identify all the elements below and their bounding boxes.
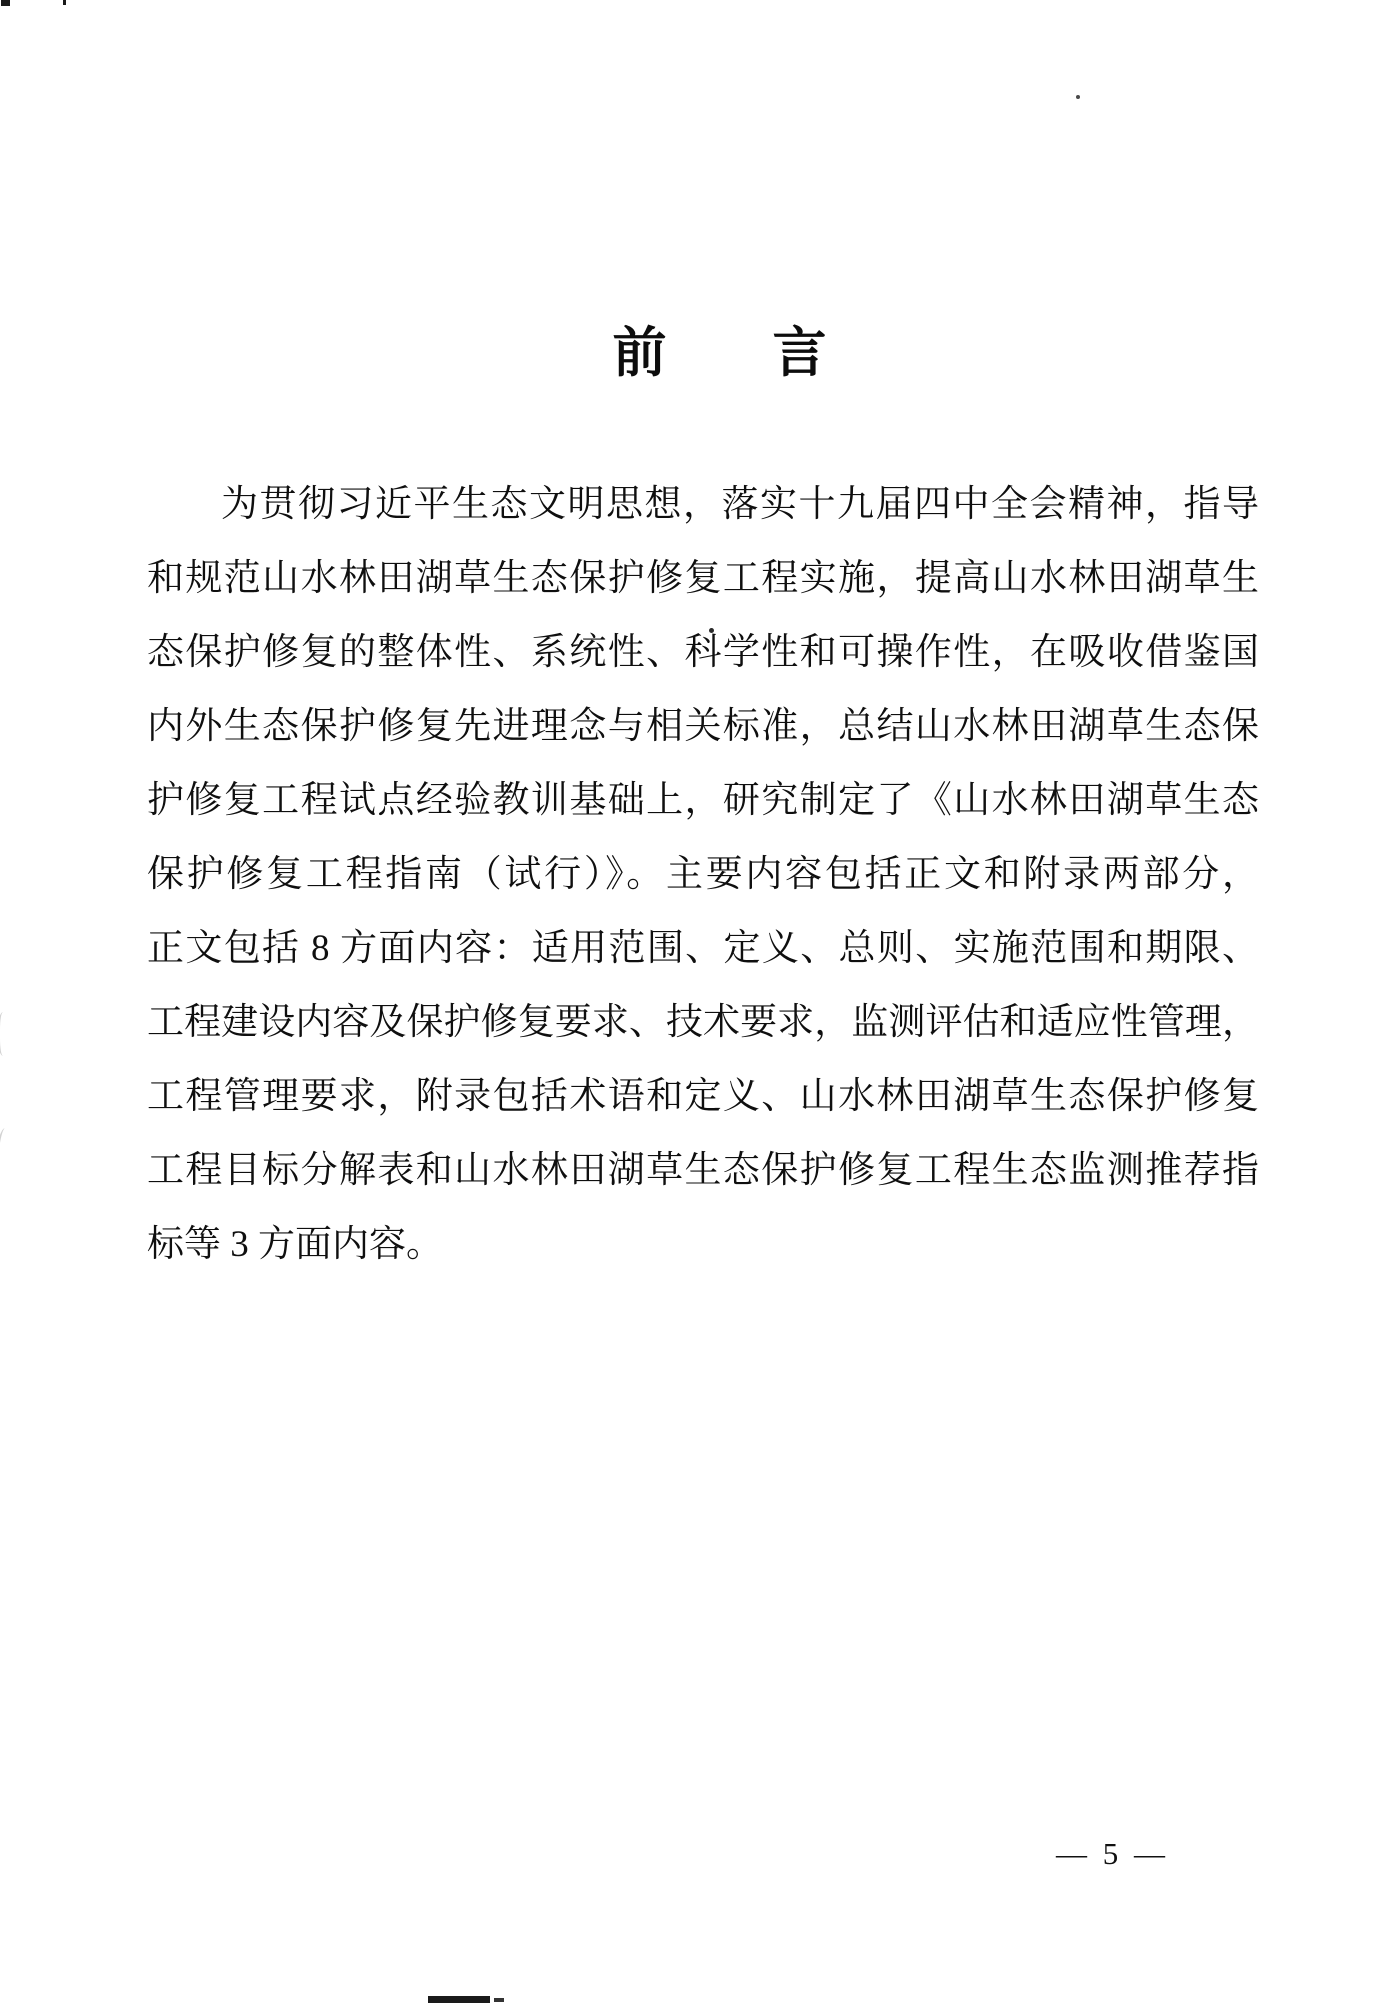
paragraph-line: 工程目标分解表和山水林田湖草生态保护修复工程生态监测推荐指 — [147, 1150, 1259, 1191]
scan-artifact — [494, 1998, 504, 2002]
scan-artifact — [0, 1128, 10, 1173]
scan-artifact — [1, 0, 10, 6]
paragraph-line: 标等 3 方面内容。 — [147, 1224, 443, 1265]
scan-artifact — [1076, 95, 1080, 99]
paragraph-line: 态保护修复的整体性、系统性、科学性和可操作性，在吸收借鉴国 — [147, 632, 1259, 673]
scan-artifact — [63, 0, 66, 5]
paragraph-line: 正文包括 8 方面内容：适用范围、定义、总则、实施范围和期限、 — [147, 928, 1259, 969]
paragraph-line: 为贯彻习近平生态文明思想，落实十九届四中全会精神，指导 — [221, 484, 1259, 525]
paragraph-line: 保护修复工程指南（试行）》。主要内容包括正文和附录两部分， — [147, 854, 1259, 895]
body-text — [147, 468, 1259, 1282]
paragraph-line: 工程建设内容及保护修复要求、技术要求，监测评估和适应性管理， — [147, 1002, 1259, 1043]
title-char-yan: 言 — [772, 323, 827, 384]
paragraph-line: 内外生态保护修复先进理念与相关标准，总结山水林田湖草生态保 — [147, 706, 1259, 747]
page-title — [0, 324, 1399, 382]
page-number: — 5 — — [1056, 1836, 1169, 1871]
paragraph-line: 和规范山水林田湖草生态保护修复工程实施，提高山水林田湖草生 — [147, 558, 1259, 599]
paragraph-line: 护修复工程试点经验教训基础上，研究制定了《山水林田湖草生态 — [147, 780, 1259, 821]
scan-artifact — [0, 1012, 8, 1056]
scan-artifact — [428, 1996, 490, 2003]
title-char-qian: 前 — [612, 323, 667, 384]
paragraph-line: 工程管理要求，附录包括术语和定义、山水林田湖草生态保护修复 — [147, 1076, 1259, 1117]
